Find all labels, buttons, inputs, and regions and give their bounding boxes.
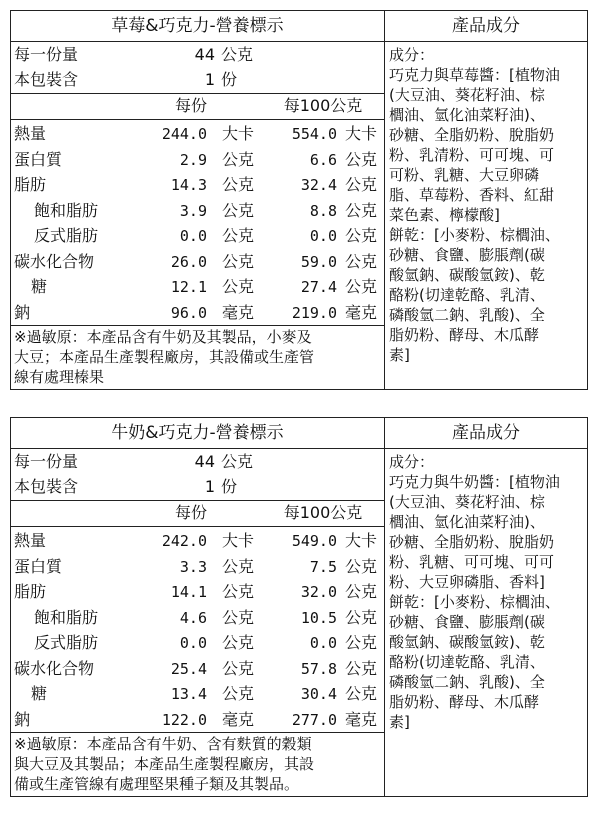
- nutrient-name: 鈉: [14, 709, 31, 729]
- nutrition-title: 牛奶&巧克力-營養標示: [11, 418, 384, 449]
- nutrient-row: [11, 707, 384, 733]
- ingredient-line: 砂糖、食鹽、膨脹劑(碳: [389, 246, 545, 264]
- servings-per-pack-unit: 份: [221, 477, 238, 496]
- nutrient-name: 蛋白質: [14, 149, 63, 169]
- unit-per-serving: 毫克: [221, 709, 254, 729]
- nutrient-name: 脂肪: [14, 582, 47, 601]
- nutrient-name: 碳水化合物: [14, 251, 95, 271]
- column-header-per-100g: 每100公克: [283, 503, 363, 522]
- value-per-100g: 0.0: [309, 634, 337, 652]
- ingredients-list: [389, 452, 583, 732]
- value-per-100g: 0.0: [309, 227, 337, 245]
- value-per-100g: 10.5: [300, 608, 337, 627]
- value-per-serving: 122.0: [161, 710, 207, 729]
- allergen-line: 備或生產管線有處理堅果種子類及其製品。: [14, 775, 300, 793]
- ingredients-section: [385, 11, 587, 389]
- nutrient-name: 糖: [31, 277, 48, 296]
- value-per-100g: 59.0: [300, 252, 337, 271]
- unit-per-serving: 公克: [221, 633, 254, 652]
- unit-per-100g: 大卡: [344, 531, 377, 550]
- ingredient-line: 成分：: [389, 46, 435, 64]
- serving-size-row: [11, 450, 384, 474]
- ingredient-line: 成分：: [389, 453, 435, 471]
- unit-per-100g: 公克: [344, 607, 377, 627]
- value-per-serving: 25.4: [170, 659, 207, 678]
- nutrient-row: [11, 554, 384, 580]
- unit-per-100g: 公克: [344, 684, 377, 703]
- unit-per-100g: 公克: [344, 200, 377, 220]
- value-per-serving: 14.3: [170, 176, 207, 194]
- unit-per-serving: 大卡: [221, 124, 254, 143]
- ingredient-line: 脂、草莓粉、香料、紅甜: [389, 186, 555, 204]
- unit-per-serving: 公克: [221, 658, 254, 678]
- servings-per-pack-value: 1: [204, 477, 215, 496]
- unit-per-100g: 公克: [344, 251, 377, 271]
- nutrient-row: [11, 121, 384, 147]
- servings-per-pack-row: [11, 475, 384, 499]
- unit-per-serving: 公克: [221, 582, 254, 601]
- servings-per-pack-label: 本包裝含: [14, 477, 79, 496]
- servings-per-pack-unit: 份: [221, 70, 238, 89]
- nutrition-panel-strawberry: [10, 10, 588, 390]
- ingredient-line: 脂奶粉、酵母、木瓜酵: [389, 693, 540, 711]
- nutrient-name: 飽和脂肪: [34, 607, 99, 627]
- value-per-100g: 57.8: [300, 659, 337, 678]
- value-per-100g: 219.0: [291, 303, 337, 322]
- ingredient-line: 磷酸氫二鈉、乳酸)、全: [389, 306, 545, 324]
- ingredient-line: 砂糖、全脂奶粉、脫脂奶: [389, 126, 555, 144]
- ingredients-section: [385, 418, 587, 796]
- nutrient-row: [11, 198, 384, 224]
- nutrition-facts-table: [11, 11, 385, 389]
- unit-per-serving: 公克: [221, 226, 254, 245]
- value-per-100g: 277.0: [291, 710, 337, 729]
- ingredient-line: 菜色素、檸檬酸]: [389, 206, 500, 224]
- value-per-serving: 3.3: [179, 557, 207, 576]
- ingredient-line: 可粉、乳糖、大豆卵磷: [389, 166, 540, 184]
- ingredient-line: 素]: [389, 346, 410, 364]
- nutrient-row: [11, 656, 384, 682]
- nutrition-title: 草莓&巧克力-營養標示: [11, 11, 384, 42]
- allergen-line: 大豆；本產品生產製程廠房，其設備或生產管: [14, 348, 315, 366]
- nutrient-row: [11, 579, 384, 605]
- divider: [11, 93, 384, 94]
- ingredient-line: 餅乾：[小麥粉、棕櫚油、: [389, 593, 560, 611]
- unit-per-100g: 公克: [344, 582, 377, 601]
- ingredients-title: 產品成分: [385, 11, 587, 42]
- value-per-100g: 8.8: [309, 201, 337, 220]
- unit-per-100g: 公克: [344, 149, 377, 169]
- unit-per-serving: 公克: [221, 175, 254, 194]
- allergen-line: 線有處理榛果: [14, 368, 105, 386]
- ingredient-line: 砂糖、食鹽、膨脹劑(碳: [389, 613, 545, 631]
- ingredient-line: 巧克力與牛奶醬：[植物油: [389, 473, 560, 491]
- unit-per-100g: 公克: [344, 277, 377, 296]
- value-per-serving: 3.9: [179, 201, 207, 220]
- ingredient-line: 脂奶粉、酵母、木瓜酵: [389, 326, 540, 344]
- value-per-serving: 26.0: [170, 252, 207, 271]
- unit-per-serving: 毫克: [221, 302, 254, 322]
- value-per-serving: 13.4: [170, 685, 207, 703]
- divider: [11, 500, 384, 501]
- allergen-notice: [14, 327, 380, 387]
- nutrient-name: 熱量: [14, 531, 47, 550]
- value-per-serving: 14.1: [170, 583, 207, 601]
- value-per-serving: 2.9: [179, 150, 207, 169]
- ingredients-list: [389, 45, 583, 365]
- nutrient-row: [11, 223, 384, 249]
- serving-size-unit: 公克: [221, 45, 254, 64]
- value-per-serving: 0.0: [179, 634, 207, 652]
- unit-per-100g: 毫克: [344, 709, 377, 729]
- nutrient-row: [11, 630, 384, 656]
- unit-per-serving: 公克: [221, 200, 254, 220]
- serving-size-value: 44: [194, 45, 215, 64]
- nutrient-row: [11, 528, 384, 554]
- unit-per-100g: 公克: [344, 633, 377, 652]
- divider: [11, 732, 384, 733]
- divider: [11, 526, 384, 527]
- unit-per-serving: 公克: [221, 607, 254, 627]
- unit-per-serving: 大卡: [221, 531, 254, 550]
- serving-size-label: 每一份量: [14, 452, 79, 471]
- nutrient-row: [11, 274, 384, 300]
- ingredients-title: 產品成分: [385, 418, 587, 449]
- unit-per-100g: 公克: [344, 175, 377, 194]
- value-per-100g: 30.4: [300, 685, 337, 703]
- value-per-serving: 96.0: [170, 303, 207, 322]
- unit-per-serving: 公克: [221, 684, 254, 703]
- value-per-serving: 12.1: [170, 278, 207, 296]
- unit-per-100g: 公克: [344, 556, 377, 576]
- value-per-100g: 27.4: [300, 278, 337, 296]
- serving-size-row: [11, 43, 384, 67]
- servings-per-pack-label: 本包裝含: [14, 70, 79, 89]
- unit-per-serving: 公克: [221, 149, 254, 169]
- ingredient-line: 酪粉(切達乾酪、乳清、: [389, 286, 545, 304]
- value-per-serving: 244.0: [161, 125, 207, 143]
- unit-per-serving: 公克: [221, 277, 254, 296]
- nutrition-panel-milk: [10, 417, 588, 797]
- value-per-100g: 6.6: [309, 150, 337, 169]
- nutrient-row: [11, 605, 384, 631]
- nutrient-name: 脂肪: [14, 175, 47, 194]
- nutrient-row: [11, 300, 384, 326]
- ingredient-line: (大豆油、葵花籽油、棕: [389, 86, 545, 104]
- column-header-per-serving: 每份: [174, 96, 207, 115]
- nutrient-row: [11, 147, 384, 173]
- ingredient-line: 櫚油、氫化油菜籽油)、: [389, 106, 545, 124]
- value-per-serving: 4.6: [179, 608, 207, 627]
- column-header-per-serving: 每份: [174, 503, 207, 522]
- ingredient-line: 酸氫鈉、碳酸氫銨)、乾: [389, 266, 545, 284]
- value-per-100g: 554.0: [291, 125, 337, 143]
- ingredient-line: 磷酸氫二鈉、乳酸)、全: [389, 673, 545, 691]
- unit-per-100g: 公克: [344, 226, 377, 245]
- allergen-line: 與大豆及其製品；本產品生產製程廠房，其設: [14, 755, 315, 773]
- unit-per-100g: 大卡: [344, 124, 377, 143]
- unit-per-serving: 公克: [221, 251, 254, 271]
- ingredient-line: 櫚油、氫化油菜籽油)、: [389, 513, 545, 531]
- allergen-line: ※過敏原：本產品含有牛奶及其製品，小麥及: [14, 328, 312, 346]
- ingredient-line: 粉、乳糖、可可塊、可可: [389, 553, 555, 571]
- nutrition-facts-table: [11, 418, 385, 796]
- nutrient-name: 碳水化合物: [14, 658, 95, 678]
- servings-per-pack-row: [11, 68, 384, 92]
- nutrient-name: 飽和脂肪: [34, 200, 99, 220]
- column-header-per-100g: 每100公克: [283, 96, 363, 115]
- unit-per-100g: 公克: [344, 658, 377, 678]
- ingredient-line: 素]: [389, 713, 410, 731]
- nutrient-name: 反式脂肪: [34, 226, 99, 245]
- nutrient-name: 糖: [31, 684, 48, 703]
- nutrient-row: [11, 681, 384, 707]
- unit-per-100g: 毫克: [344, 302, 377, 322]
- ingredient-line: 酪粉(切達乾酪、乳清、: [389, 653, 545, 671]
- ingredient-line: 酸氫鈉、碳酸氫銨)、乾: [389, 633, 545, 651]
- ingredient-line: 粉、大豆卵磷脂、香料]: [389, 573, 545, 591]
- unit-per-serving: 公克: [221, 556, 254, 576]
- ingredient-line: 餅乾：[小麥粉、棕櫚油、: [389, 226, 560, 244]
- value-per-serving: 242.0: [161, 532, 207, 550]
- servings-per-pack-value: 1: [204, 70, 215, 89]
- serving-size-value: 44: [194, 452, 215, 471]
- nutrient-row: [11, 249, 384, 275]
- divider: [11, 325, 384, 326]
- divider: [11, 119, 384, 120]
- allergen-line: ※過敏原：本產品含有牛奶、含有麩質的穀類: [14, 735, 312, 753]
- ingredient-line: (大豆油、葵花籽油、棕: [389, 493, 545, 511]
- serving-size-label: 每一份量: [14, 45, 79, 64]
- ingredient-line: 粉、乳清粉、可可塊、可: [389, 146, 555, 164]
- nutrient-name: 反式脂肪: [34, 633, 99, 652]
- value-per-100g: 7.5: [309, 557, 337, 576]
- nutrient-name: 蛋白質: [14, 556, 63, 576]
- nutrient-row: [11, 172, 384, 198]
- value-per-100g: 32.4: [300, 176, 337, 194]
- ingredient-line: 砂糖、全脂奶粉、脫脂奶: [389, 533, 555, 551]
- nutrient-name: 熱量: [14, 124, 47, 143]
- allergen-notice: [14, 734, 380, 794]
- value-per-serving: 0.0: [179, 227, 207, 245]
- value-per-100g: 32.0: [300, 583, 337, 601]
- value-per-100g: 549.0: [291, 532, 337, 550]
- nutrient-name: 鈉: [14, 302, 31, 322]
- serving-size-unit: 公克: [221, 452, 254, 471]
- ingredient-line: 巧克力與草莓醬：[植物油: [389, 66, 560, 84]
